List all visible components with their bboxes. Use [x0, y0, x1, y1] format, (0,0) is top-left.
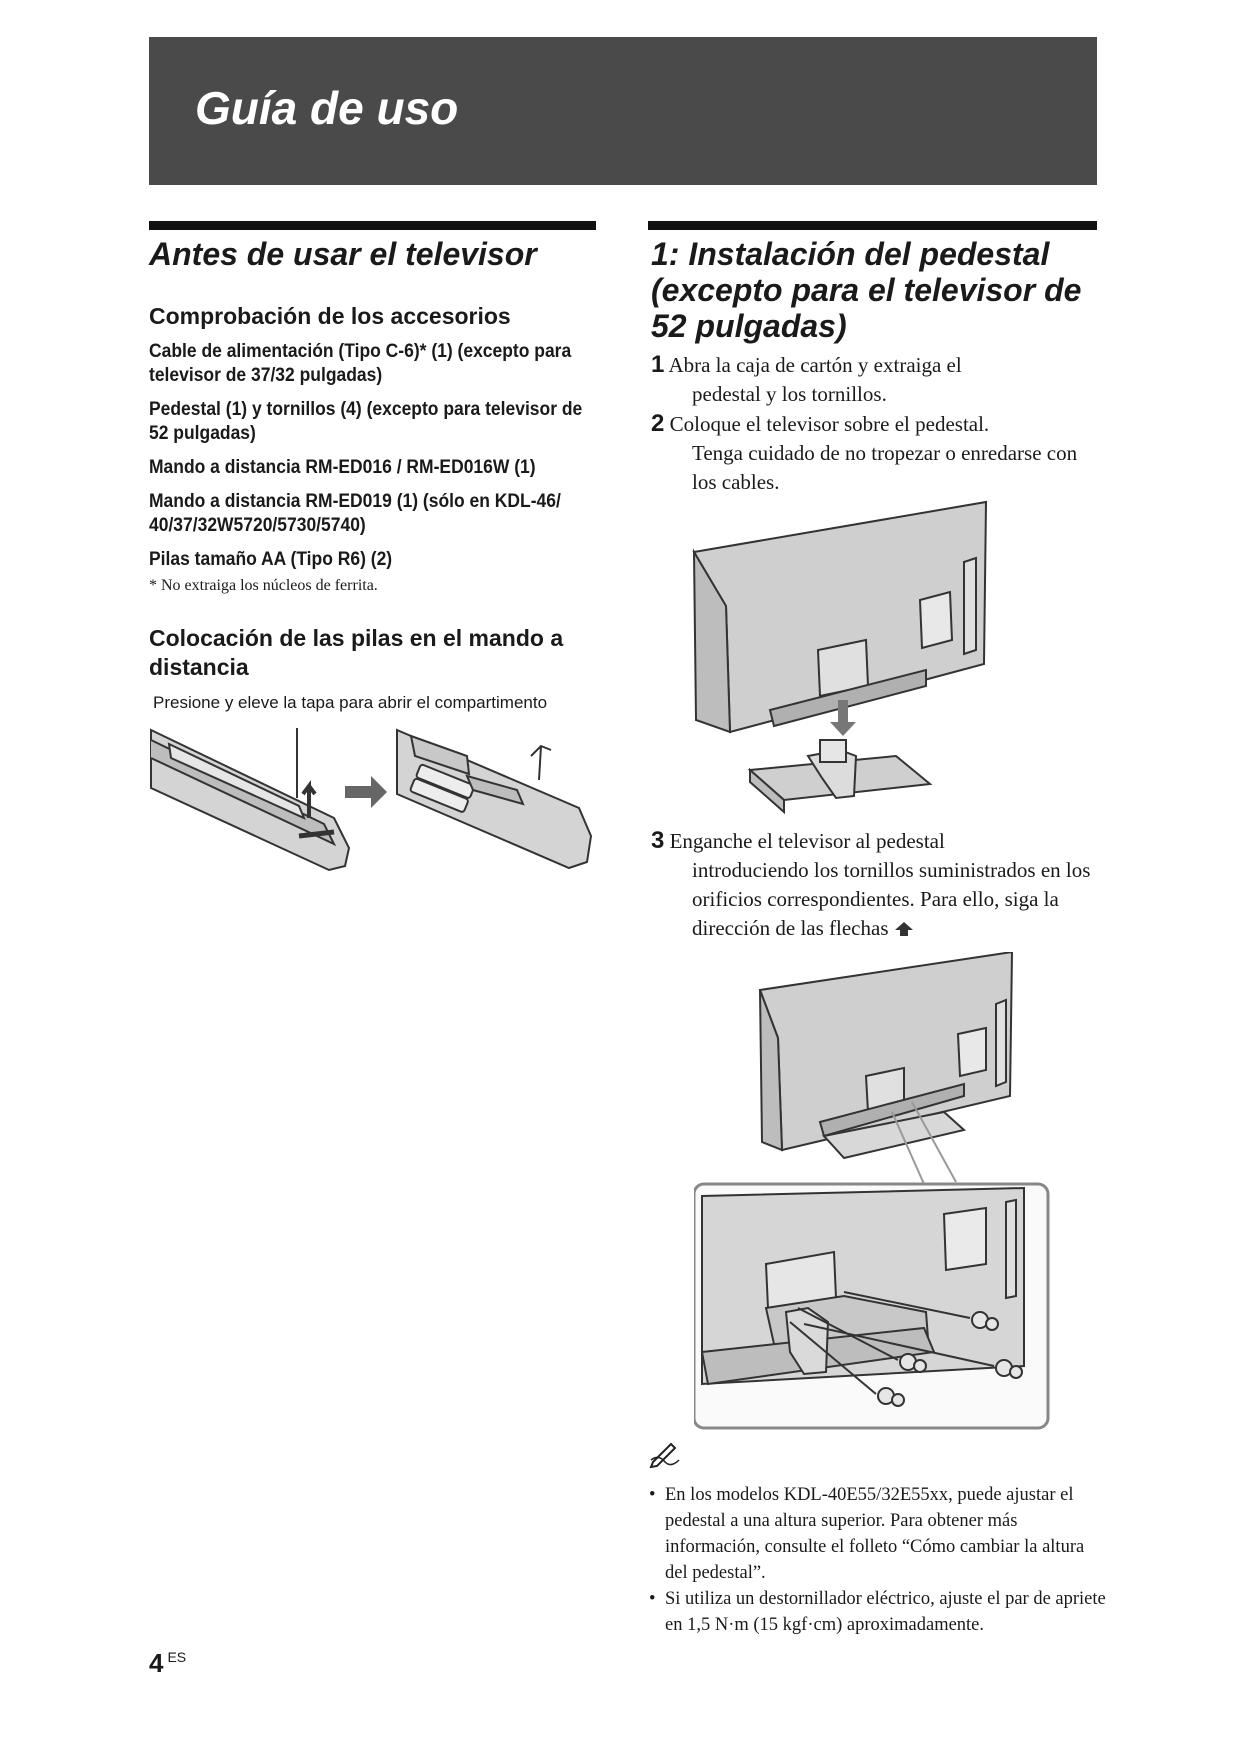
- step-item: [651, 409, 1101, 497]
- accessory-item: Pilas tamaño AA (Tipo R6) (2): [149, 549, 393, 570]
- step-number: 3: [651, 827, 665, 854]
- step-number: 2: [651, 410, 665, 437]
- batteries-heading: Colocación de las pilas en el mando a distancia: [149, 625, 564, 680]
- header-banner: [149, 37, 1097, 185]
- stand-screw-illustration: [694, 952, 1056, 1430]
- step-text-continued: Tenga cuidado de no tropezar o enredarse con los cables.: [692, 441, 1078, 494]
- note-item: • En los modelos KDL-40E55/32E55xx, puede ajustar el pedestal a una altura superior. Para obtener más información, consulte el folleto “Cómo cambiar la altura del pedestal”.: [649, 1482, 1109, 1586]
- section-title-stand-install: 1: Instalación del pedestal (excepto para el televisor de 52 pulgadas): [651, 236, 1082, 344]
- step-text-continued: pedestal y los tornillos.: [692, 382, 887, 406]
- page-number: [149, 1648, 186, 1679]
- step-text-continued: [651, 856, 1111, 943]
- accessory-item: Mando a distancia RM-ED019 (1) (sólo en KDL-46/ 40/37/32W5720/5730/5740): [149, 491, 561, 536]
- arrow-right-icon: [345, 776, 387, 808]
- accessory-item: Cable de alimentación (Tipo C-6)* (1) (excepto para televisor de 37/32 pulgadas): [149, 341, 572, 386]
- step-text: Abra la caja de cartón y extraiga el: [668, 353, 962, 377]
- right-column: [651, 236, 1101, 497]
- step-item: [651, 826, 1111, 943]
- accessory-item: Pedestal (1) y tornillos (4) (excepto para televisor de 52 pulgadas): [149, 399, 583, 444]
- notes-list: [649, 1482, 1109, 1638]
- stand-figure: [750, 740, 930, 812]
- note-item: • Si utiliza un destornillador eléctrico, ajuste el par de apriete en 1,5 N·m (15 kgf·cm) aproximadamente.: [649, 1586, 1109, 1638]
- left-column: [149, 236, 609, 714]
- accessory-item: Mando a distancia RM-ED016 / RM-ED016W (1): [149, 457, 536, 478]
- batteries-caption: Presione y eleve la tapa para abrir el compartimento: [153, 693, 548, 712]
- page-title: Guía de uso: [195, 82, 459, 134]
- remote-closed-figure: [151, 728, 349, 870]
- accessories-heading: Comprobación de los accesorios: [149, 303, 511, 329]
- section-divider-right: [648, 221, 1097, 230]
- step-text-continued-body: introduciendo los tornillos suministrados en los orificios correspondientes. Para ello, siga la dirección de las flechas: [692, 858, 1091, 940]
- step-text: Coloque el televisor sobre el pedestal.: [669, 412, 990, 436]
- ferrite-footnote: * No extraiga los núcleos de ferrita.: [149, 577, 378, 594]
- language-code: ES: [167, 1649, 187, 1665]
- page-number-value: 4: [149, 1648, 164, 1678]
- arrow-up-icon: [894, 921, 914, 937]
- step-item: [651, 350, 1101, 409]
- tv-on-stand-illustration: [690, 500, 1000, 820]
- section-title-before-use: Antes de usar el televisor: [149, 236, 537, 272]
- step-number: 1: [651, 351, 665, 378]
- step-text: Enganche el televisor al pedestal: [669, 829, 945, 853]
- note-pencil-icon: [649, 1440, 681, 1468]
- remote-open-figure: [397, 730, 591, 868]
- section-divider-left: [149, 221, 596, 230]
- remote-battery-illustration: [149, 728, 599, 874]
- step-3-block: [651, 826, 1111, 943]
- notes-block: [649, 1440, 1109, 1638]
